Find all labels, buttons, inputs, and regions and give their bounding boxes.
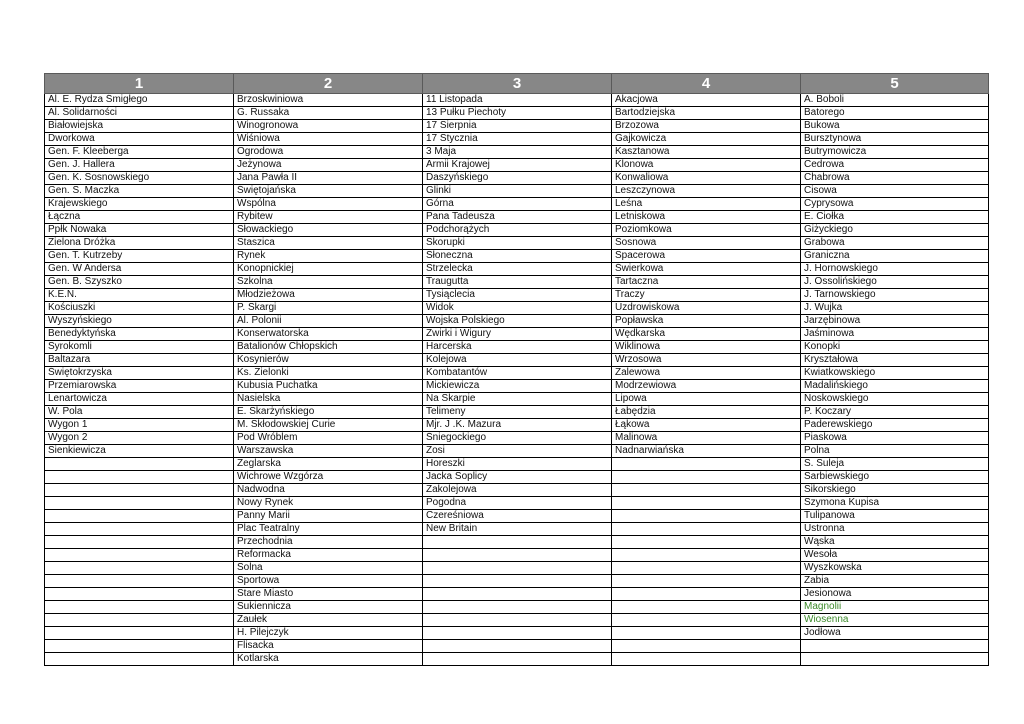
street-cell: Ks. Zielonki bbox=[234, 367, 423, 380]
street-cell: Słoneczna bbox=[423, 250, 612, 263]
street-cell: Tulipanowa bbox=[801, 510, 989, 523]
table-row bbox=[45, 250, 989, 263]
street-cell: Kryształowa bbox=[801, 354, 989, 367]
street-table bbox=[44, 73, 989, 666]
street-cell bbox=[45, 562, 234, 575]
street-cell: P. Koczary bbox=[801, 406, 989, 419]
street-cell: Sikorskiego bbox=[801, 484, 989, 497]
street-cell: Skorupki bbox=[423, 237, 612, 250]
street-cell: Dworkowa bbox=[45, 133, 234, 146]
street-cell: Gen. B. Szyszko bbox=[45, 276, 234, 289]
street-cell: Kasztanowa bbox=[612, 146, 801, 159]
street-cell: Kosynierów bbox=[234, 354, 423, 367]
street-cell: J. Wujka bbox=[801, 302, 989, 315]
street-cell: Wspólna bbox=[234, 198, 423, 211]
street-cell: Nadwodna bbox=[234, 484, 423, 497]
table-row bbox=[45, 419, 989, 432]
table-row bbox=[45, 120, 989, 133]
street-cell bbox=[423, 627, 612, 640]
street-cell bbox=[612, 562, 801, 575]
street-cell: Letniskowa bbox=[612, 211, 801, 224]
header-row bbox=[45, 74, 989, 94]
street-cell: G. Russaka bbox=[234, 107, 423, 120]
table-row bbox=[45, 432, 989, 445]
street-cell: Pana Tadeusza bbox=[423, 211, 612, 224]
street-cell: Żwirki i Wigury bbox=[423, 328, 612, 341]
street-cell: Jaśminowa bbox=[801, 328, 989, 341]
street-cell bbox=[45, 575, 234, 588]
street-cell: Glinki bbox=[423, 185, 612, 198]
street-cell: Nowy Rynek bbox=[234, 497, 423, 510]
street-cell bbox=[612, 588, 801, 601]
street-cell: Gen. F. Kleeberga bbox=[45, 146, 234, 159]
street-cell: Polna bbox=[801, 445, 989, 458]
street-cell: Plac Teatralny bbox=[234, 523, 423, 536]
street-cell bbox=[423, 614, 612, 627]
table-row bbox=[45, 627, 989, 640]
street-cell bbox=[423, 562, 612, 575]
table-row bbox=[45, 172, 989, 185]
street-cell: Malinowa bbox=[612, 432, 801, 445]
street-cell: Horeszki bbox=[423, 458, 612, 471]
street-cell: Pod Wróblem bbox=[234, 432, 423, 445]
street-cell: Gen. T. Kutrzeby bbox=[45, 250, 234, 263]
street-cell: Sosnowa bbox=[612, 237, 801, 250]
street-cell: Zosi bbox=[423, 445, 612, 458]
street-cell: Szymona Kupisa bbox=[801, 497, 989, 510]
table-row bbox=[45, 133, 989, 146]
street-cell: M. Skłodowskiej Curie bbox=[234, 419, 423, 432]
street-cell: Warszawska bbox=[234, 445, 423, 458]
street-cell: Traugutta bbox=[423, 276, 612, 289]
street-cell: Klonowa bbox=[612, 159, 801, 172]
street-cell bbox=[612, 601, 801, 614]
table-row bbox=[45, 211, 989, 224]
street-cell: Szkolna bbox=[234, 276, 423, 289]
street-cell: Akacjowa bbox=[612, 94, 801, 107]
street-cell: J. Tarnowskiego bbox=[801, 289, 989, 302]
street-cell: Wiklinowa bbox=[612, 341, 801, 354]
table-row bbox=[45, 484, 989, 497]
table-row bbox=[45, 328, 989, 341]
street-cell: Mjr. J .K. Mazura bbox=[423, 419, 612, 432]
street-cell bbox=[612, 575, 801, 588]
street-cell bbox=[45, 627, 234, 640]
street-cell: Świętojańska bbox=[234, 185, 423, 198]
street-cell: Jeżynowa bbox=[234, 159, 423, 172]
street-cell: Chabrowa bbox=[801, 172, 989, 185]
street-cell: Cedrowa bbox=[801, 159, 989, 172]
street-cell: S. Suleja bbox=[801, 458, 989, 471]
street-cell: Kubusia Puchatka bbox=[234, 380, 423, 393]
street-cell bbox=[423, 601, 612, 614]
street-cell: Przechodnia bbox=[234, 536, 423, 549]
street-cell bbox=[45, 484, 234, 497]
street-cell: Batalionów Chłopskich bbox=[234, 341, 423, 354]
table-row bbox=[45, 458, 989, 471]
street-cell: Gen. K. Sosnowskiego bbox=[45, 172, 234, 185]
table-row bbox=[45, 523, 989, 536]
street-cell: Wrzosowa bbox=[612, 354, 801, 367]
table-row bbox=[45, 549, 989, 562]
street-cell: Ogrodowa bbox=[234, 146, 423, 159]
street-cell: Na Skarpie bbox=[423, 393, 612, 406]
street-cell: 17 Stycznia bbox=[423, 133, 612, 146]
street-cell bbox=[45, 614, 234, 627]
street-cell: Zielona Dróżka bbox=[45, 237, 234, 250]
street-cell: Górna bbox=[423, 198, 612, 211]
street-cell: Kwiatkowskiego bbox=[801, 367, 989, 380]
street-cell: Flisacka bbox=[234, 640, 423, 653]
street-cell: Strzelecka bbox=[423, 263, 612, 276]
street-cell: Winogronowa bbox=[234, 120, 423, 133]
street-cell: Popławska bbox=[612, 315, 801, 328]
street-cell bbox=[45, 523, 234, 536]
street-cell: Żabia bbox=[801, 575, 989, 588]
street-cell bbox=[612, 640, 801, 653]
street-cell: A. Boboli bbox=[801, 94, 989, 107]
table-row bbox=[45, 406, 989, 419]
street-cell: Al. E. Rydza Śmigłego bbox=[45, 94, 234, 107]
table-row bbox=[45, 94, 989, 107]
street-cell: Młodzieżowa bbox=[234, 289, 423, 302]
street-cell: J. Ossolińskiego bbox=[801, 276, 989, 289]
street-cell: Łączna bbox=[45, 211, 234, 224]
street-cell: Zaułek bbox=[234, 614, 423, 627]
street-cell: 11 Listopada bbox=[423, 94, 612, 107]
street-cell: Lenartowicza bbox=[45, 393, 234, 406]
street-cell: Armii Krajowej bbox=[423, 159, 612, 172]
table-row bbox=[45, 315, 989, 328]
street-cell: Mickiewicza bbox=[423, 380, 612, 393]
street-cell bbox=[423, 536, 612, 549]
street-cell: Wichrowe Wzgórza bbox=[234, 471, 423, 484]
table-row bbox=[45, 302, 989, 315]
street-cell: Panny Marii bbox=[234, 510, 423, 523]
street-cell: Piaskowa bbox=[801, 432, 989, 445]
table-row bbox=[45, 601, 989, 614]
street-cell: Przemiarowska bbox=[45, 380, 234, 393]
street-cell: Jana Pawła II bbox=[234, 172, 423, 185]
street-cell: Stare Miasto bbox=[234, 588, 423, 601]
street-cell: Zakolejowa bbox=[423, 484, 612, 497]
street-cell: W. Pola bbox=[45, 406, 234, 419]
street-cell: Wygon 2 bbox=[45, 432, 234, 445]
street-cell: Staszica bbox=[234, 237, 423, 250]
street-cell: E. Skarżyńskiego bbox=[234, 406, 423, 419]
street-cell: Nadnarwiańska bbox=[612, 445, 801, 458]
street-cell: Pogodna bbox=[423, 497, 612, 510]
street-cell: New Britain bbox=[423, 523, 612, 536]
street-cell: Wesoła bbox=[801, 549, 989, 562]
street-cell: Daszyńskiego bbox=[423, 172, 612, 185]
street-cell: Śniegockiego bbox=[423, 432, 612, 445]
street-cell: Kolejowa bbox=[423, 354, 612, 367]
street-cell: Tartaczna bbox=[612, 276, 801, 289]
table-row bbox=[45, 653, 989, 666]
street-cell: Łąkowa bbox=[612, 419, 801, 432]
street-cell bbox=[423, 653, 612, 666]
table-row bbox=[45, 614, 989, 627]
table-row bbox=[45, 510, 989, 523]
street-cell: Świerkowa bbox=[612, 263, 801, 276]
table-row bbox=[45, 536, 989, 549]
table-row bbox=[45, 289, 989, 302]
street-cell: Wiśniowa bbox=[234, 133, 423, 146]
street-cell: Brzoskwiniowa bbox=[234, 94, 423, 107]
street-cell bbox=[45, 640, 234, 653]
street-cell: Wiosenna bbox=[801, 614, 989, 627]
table-row bbox=[45, 185, 989, 198]
street-cell: Batorego bbox=[801, 107, 989, 120]
street-cell: Sarbiewskiego bbox=[801, 471, 989, 484]
table-row bbox=[45, 354, 989, 367]
table-row bbox=[45, 380, 989, 393]
street-cell bbox=[612, 653, 801, 666]
street-cell: Konserwatorska bbox=[234, 328, 423, 341]
street-cell: Zalewowa bbox=[612, 367, 801, 380]
street-cell: Paderewskiego bbox=[801, 419, 989, 432]
street-cell bbox=[45, 549, 234, 562]
street-cell bbox=[612, 510, 801, 523]
street-cell: Jarzębinowa bbox=[801, 315, 989, 328]
street-cell: Wyszkowska bbox=[801, 562, 989, 575]
street-cell: Nasielska bbox=[234, 393, 423, 406]
table-row bbox=[45, 276, 989, 289]
street-cell: Sukiennicza bbox=[234, 601, 423, 614]
street-cell bbox=[423, 575, 612, 588]
street-cell: Wędkarska bbox=[612, 328, 801, 341]
street-cell bbox=[612, 536, 801, 549]
table-row bbox=[45, 640, 989, 653]
street-cell: Gen. W Andersa bbox=[45, 263, 234, 276]
street-cell: P. Skargi bbox=[234, 302, 423, 315]
street-cell: Sportowa bbox=[234, 575, 423, 588]
street-cell bbox=[612, 627, 801, 640]
table-row bbox=[45, 497, 989, 510]
street-cell: Widok bbox=[423, 302, 612, 315]
street-cell: Kościuszki bbox=[45, 302, 234, 315]
street-cell: Tysiąclecia bbox=[423, 289, 612, 302]
street-cell bbox=[612, 484, 801, 497]
street-cell bbox=[45, 536, 234, 549]
table-row bbox=[45, 588, 989, 601]
street-cell: Modrzewiowa bbox=[612, 380, 801, 393]
street-cell: 13 Pułku Piechoty bbox=[423, 107, 612, 120]
street-cell: Cyprysowa bbox=[801, 198, 989, 211]
table-row bbox=[45, 198, 989, 211]
column-header-2: 2 bbox=[234, 74, 423, 94]
street-cell: Telimeny bbox=[423, 406, 612, 419]
street-cell: Jacka Soplicy bbox=[423, 471, 612, 484]
street-cell: Traczy bbox=[612, 289, 801, 302]
street-cell bbox=[612, 497, 801, 510]
street-cell: Jesionowa bbox=[801, 588, 989, 601]
street-cell: Lipowa bbox=[612, 393, 801, 406]
street-cell bbox=[423, 640, 612, 653]
street-cell: Spacerowa bbox=[612, 250, 801, 263]
table-row bbox=[45, 263, 989, 276]
street-cell: Syrokomli bbox=[45, 341, 234, 354]
street-cell bbox=[612, 471, 801, 484]
street-cell: Leśna bbox=[612, 198, 801, 211]
street-cell: Magnolii bbox=[801, 601, 989, 614]
street-cell: Butrymowicza bbox=[801, 146, 989, 159]
street-cell: 3 Maja bbox=[423, 146, 612, 159]
column-header-1: 1 bbox=[45, 74, 234, 94]
street-cell: Grabowa bbox=[801, 237, 989, 250]
table-row bbox=[45, 393, 989, 406]
street-cell: Czereśniowa bbox=[423, 510, 612, 523]
street-cell: Wojska Polskiego bbox=[423, 315, 612, 328]
table-row bbox=[45, 146, 989, 159]
street-cell: Kombatantów bbox=[423, 367, 612, 380]
street-cell bbox=[423, 549, 612, 562]
street-cell: Gen. J. Hallera bbox=[45, 159, 234, 172]
street-cell bbox=[45, 458, 234, 471]
table-body bbox=[45, 94, 989, 666]
street-cell: Madalińskiego bbox=[801, 380, 989, 393]
street-cell bbox=[45, 601, 234, 614]
table-row bbox=[45, 224, 989, 237]
street-cell: Reformacka bbox=[234, 549, 423, 562]
table-row bbox=[45, 562, 989, 575]
street-cell: Rynek bbox=[234, 250, 423, 263]
column-header-5: 5 bbox=[801, 74, 989, 94]
street-cell: Konopki bbox=[801, 341, 989, 354]
street-cell: Leszczynowa bbox=[612, 185, 801, 198]
table-row bbox=[45, 107, 989, 120]
street-cell: Benedyktyńska bbox=[45, 328, 234, 341]
street-cell: Al. Polonii bbox=[234, 315, 423, 328]
street-cell: Świętokrzyska bbox=[45, 367, 234, 380]
street-cell bbox=[45, 588, 234, 601]
street-cell: Harcerska bbox=[423, 341, 612, 354]
table-row bbox=[45, 159, 989, 172]
street-cell: Gen. S. Maczka bbox=[45, 185, 234, 198]
table-row bbox=[45, 471, 989, 484]
street-cell bbox=[45, 471, 234, 484]
street-cell: Rybitew bbox=[234, 211, 423, 224]
street-cell: Ustronna bbox=[801, 523, 989, 536]
street-cell: Bursztynowa bbox=[801, 133, 989, 146]
street-cell: Gajkowicza bbox=[612, 133, 801, 146]
street-cell: Uzdrowiskowa bbox=[612, 302, 801, 315]
street-cell: Solna bbox=[234, 562, 423, 575]
street-cell bbox=[45, 653, 234, 666]
street-cell: Białowiejska bbox=[45, 120, 234, 133]
street-cell: J. Hornowskiego bbox=[801, 263, 989, 276]
street-cell bbox=[801, 653, 989, 666]
street-cell: Krajewskiego bbox=[45, 198, 234, 211]
street-cell bbox=[612, 458, 801, 471]
street-cell: Kotlarska bbox=[234, 653, 423, 666]
table-row bbox=[45, 237, 989, 250]
street-cell: Ppłk Nowaka bbox=[45, 224, 234, 237]
street-cell: Słowackiego bbox=[234, 224, 423, 237]
street-cell: Wąska bbox=[801, 536, 989, 549]
street-cell: Poziomkowa bbox=[612, 224, 801, 237]
street-cell: Podchorążych bbox=[423, 224, 612, 237]
street-cell: Łabędzia bbox=[612, 406, 801, 419]
street-cell: Baltazara bbox=[45, 354, 234, 367]
street-cell: Al. Solidarności bbox=[45, 107, 234, 120]
street-cell: Giżyckiego bbox=[801, 224, 989, 237]
table-row bbox=[45, 367, 989, 380]
street-cell bbox=[612, 549, 801, 562]
street-cell: Graniczna bbox=[801, 250, 989, 263]
street-cell: E. Ciołka bbox=[801, 211, 989, 224]
street-cell: Konopnickiej bbox=[234, 263, 423, 276]
street-cell: Bukowa bbox=[801, 120, 989, 133]
street-cell: Cisowa bbox=[801, 185, 989, 198]
street-cell bbox=[612, 523, 801, 536]
table-row bbox=[45, 445, 989, 458]
street-cell: Jodłowa bbox=[801, 627, 989, 640]
street-cell bbox=[45, 510, 234, 523]
street-cell: Noskowskiego bbox=[801, 393, 989, 406]
street-cell: Sienkiewicza bbox=[45, 445, 234, 458]
street-cell: K.E.N. bbox=[45, 289, 234, 302]
street-cell: Wygon 1 bbox=[45, 419, 234, 432]
street-cell: 17 Sierpnia bbox=[423, 120, 612, 133]
table-row bbox=[45, 341, 989, 354]
street-cell bbox=[801, 640, 989, 653]
street-cell: Konwaliowa bbox=[612, 172, 801, 185]
street-cell: Brzozowa bbox=[612, 120, 801, 133]
column-header-3: 3 bbox=[423, 74, 612, 94]
street-cell bbox=[45, 497, 234, 510]
street-cell: Bartodziejska bbox=[612, 107, 801, 120]
street-cell bbox=[423, 588, 612, 601]
column-header-4: 4 bbox=[612, 74, 801, 94]
street-cell: Wyszyńskiego bbox=[45, 315, 234, 328]
table-row bbox=[45, 575, 989, 588]
street-cell: Żeglarska bbox=[234, 458, 423, 471]
street-cell: H. Pilejczyk bbox=[234, 627, 423, 640]
street-cell bbox=[612, 614, 801, 627]
